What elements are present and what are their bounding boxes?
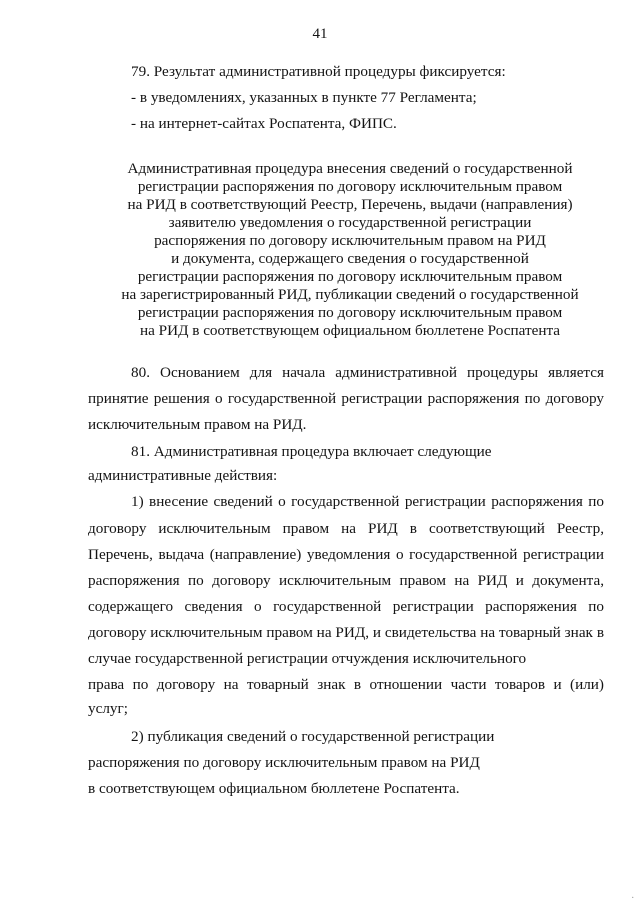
heading-line: и документа, содержащего сведения о государственной xyxy=(171,250,529,267)
body-line: услуг; xyxy=(88,700,128,717)
heading-line: распоряжения по договору исключительным правом на РИД xyxy=(154,232,546,249)
body-line: 80. Основанием для начала административной процедуры является xyxy=(131,364,604,381)
body-line: исключительным правом на РИД. xyxy=(88,416,307,433)
body-line: распоряжения по договору исключительным правом на РИД и документа, xyxy=(88,572,604,589)
heading-line: регистрации распоряжения по договору исключительным правом xyxy=(137,304,563,321)
body-line: распоряжения по договору исключительным правом на РИД xyxy=(88,754,480,771)
heading-line: регистрации распоряжения по договору исключительным правом xyxy=(137,178,563,195)
body-line: административные действия: xyxy=(88,467,278,484)
body-line: содержащего сведения о государственной регистрации распоряжения по xyxy=(88,598,604,615)
result-item-websites: - на интернет-сайтах Роспатента, ФИПС. xyxy=(131,115,397,132)
body-line: права по договору на товарный знак в отношении части товаров и (или) xyxy=(88,676,604,693)
page-number: 41 xyxy=(312,26,328,42)
heading-line: на зарегистрированный РИД, публикации сведений о государственной xyxy=(121,286,579,303)
body-line: случае государственной регистрации отчуждения исключительного xyxy=(88,650,527,667)
body-line: принятие решения о государственной регистрации распоряжения по договору xyxy=(88,390,604,407)
body-line: договору исключительным правом на РИД в соответствующий Реестр, xyxy=(88,520,604,537)
heading-line: регистрации распоряжения по договору исключительным правом xyxy=(137,268,563,285)
corner-mark: . xyxy=(631,890,634,901)
body-line: Перечень, выдача (направление) уведомления о государственной регистрации xyxy=(88,546,604,563)
result-item-79: 79. Результат административной процедуры фиксируется: xyxy=(131,63,506,80)
heading-line: на РИД в соответствующий Реестр, Перечень, выдачи (направления) xyxy=(127,196,573,213)
body-line: договору исключительным правом на РИД, и свидетельства на товарный знак в xyxy=(88,624,604,641)
body-line: 2) публикация сведений о государственной регистрации xyxy=(131,728,495,745)
body-line: 81. Административная процедура включает следующие xyxy=(131,443,492,460)
heading-line: Административная процедура внесения сведений о государственной xyxy=(127,160,573,177)
heading-line: заявителю уведомления о государственной регистрации xyxy=(168,214,532,231)
body-line: 1) внесение сведений о государственной регистрации распоряжения по xyxy=(131,493,604,510)
result-item-notifications: - в уведомлениях, указанных в пункте 77 Регламента; xyxy=(131,89,477,106)
body-line: в соответствующем официальном бюллетене Роспатента. xyxy=(88,780,460,797)
heading-line: на РИД в соответствующем официальном бюллетене Роспатента xyxy=(139,322,561,339)
